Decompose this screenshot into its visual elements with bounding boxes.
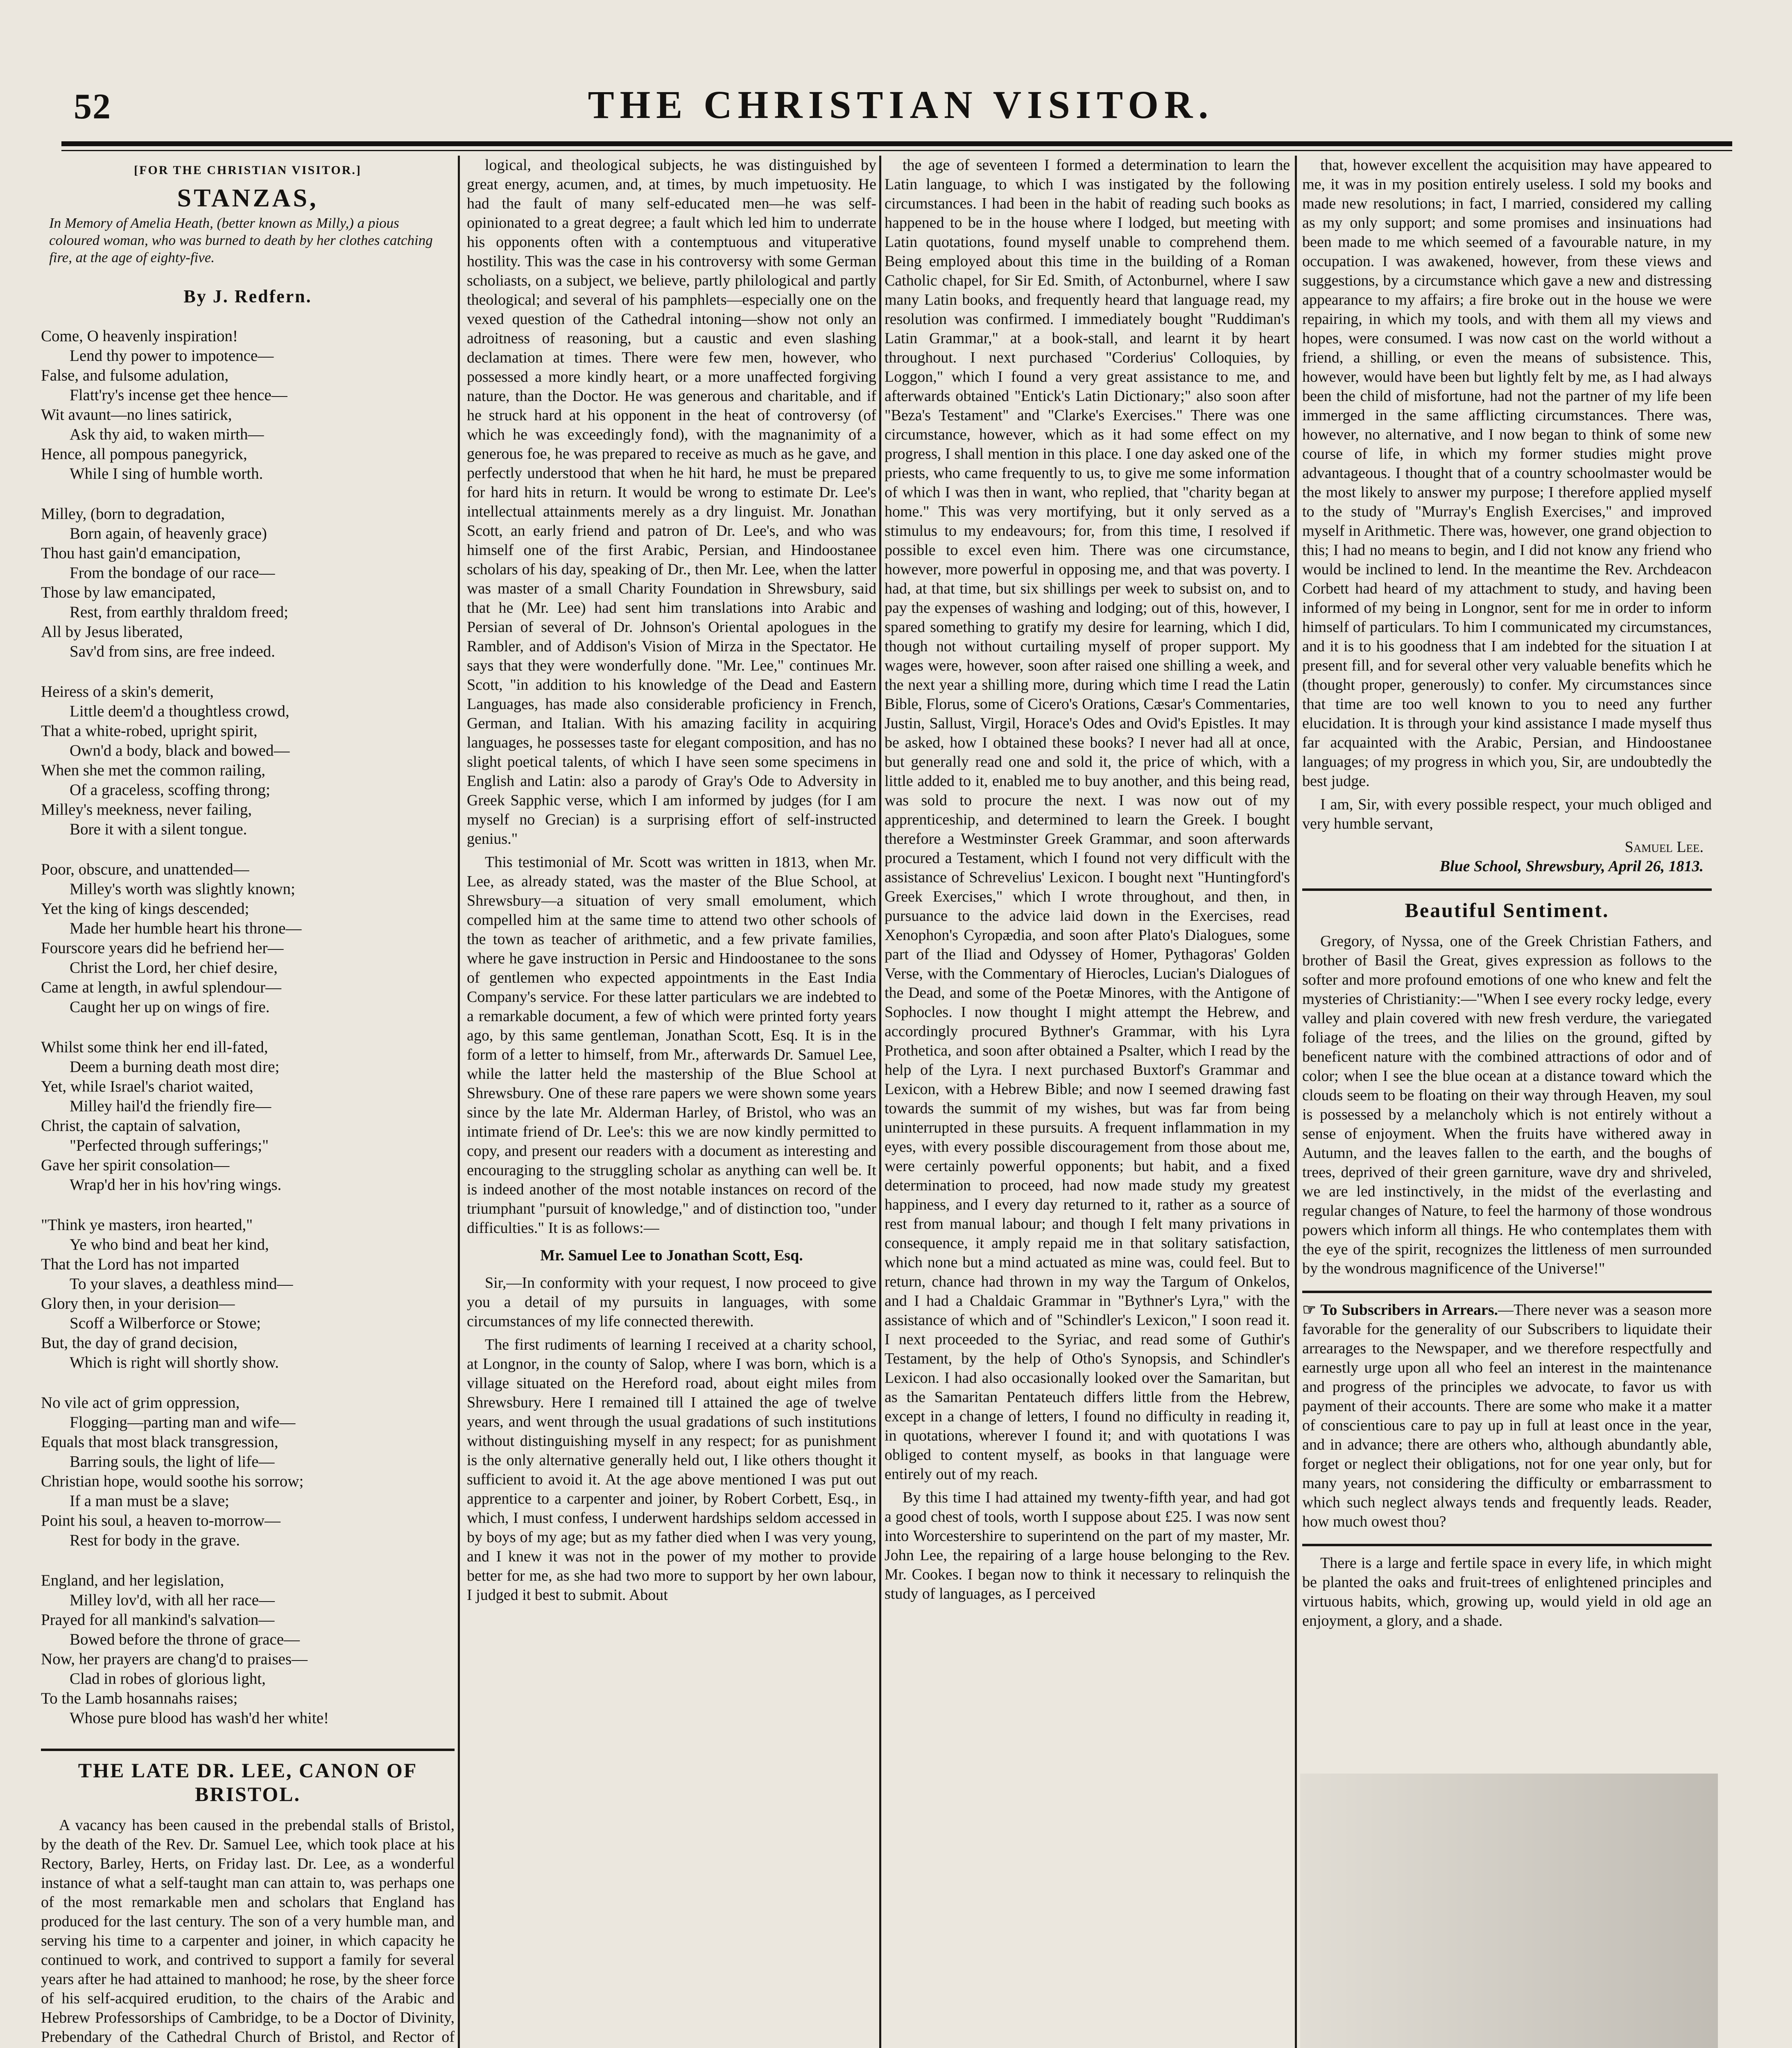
poem-line: Barring souls, the light of life—: [70, 1453, 275, 1470]
poem-line: Christ the Lord, her chief desire,: [70, 959, 278, 976]
poem-line: No vile act of grim oppression,: [41, 1394, 240, 1411]
letter-closing: I am, Sir, with every possible respect, your much obliged and very humble servant,: [1302, 796, 1712, 832]
poem-line: "Think ye masters, iron hearted,": [41, 1216, 253, 1234]
header-rule-thick: [61, 141, 1732, 146]
poem-line: Glory then, in your derision—: [41, 1295, 235, 1312]
poem-line: Little deem'd a thoughtless crowd,: [70, 702, 290, 720]
poem-stanza: [41, 1393, 455, 1550]
subscribers-notice: [1302, 1300, 1712, 1531]
poem-line: That the Lord has not imparted: [41, 1255, 240, 1273]
obituary-text: A vacancy has been caused in the prebendal stalls of Bristol, by the death of the Rev. Dr. Samuel Lee, which took place at his Rectory, Barley, Herts, on Friday last. Dr. Lee, as a wonderful instance of what a self-taught man can attain to, was perhaps one of the most remarkable men and scholars that England has produced for the last century. The son of a very humble man, and serving his time to a carpenter and joiner, in which capacity he continued to work, and contrived to support a family for several years after he had attained to manhood; he rose, by the sheer force of his self-acquired erudition, to the chairs of the Arabic and Hebrew Professorships of Cambridge, to be a Doctor of Divinity, Prebendary of the Cathedral Church of Bristol, and Rector of: [41, 1817, 455, 2046]
letter-paragraph: Sir,—In conformity with your request, I now proceed to give you a detail of my pursuits in languages, with some circumstances of my life connected therewith.: [467, 1274, 876, 1330]
section-divider: [1302, 1544, 1712, 1546]
letter-heading: Mr. Samuel Lee to Jonathan Scott, Esq.: [540, 1247, 803, 1264]
poem-line: Bore it with a silent tongue.: [70, 820, 247, 838]
poem-line: Milley's worth was slightly known;: [70, 880, 295, 898]
poem-line: While I sing of humble worth.: [70, 465, 263, 483]
poem-line: Yet the king of kings descended;: [41, 900, 249, 918]
poem-line: Milley, (born to degradation,: [41, 505, 225, 523]
poem-byline: By J. Redfern.: [183, 286, 312, 306]
poem-line: Poor, obscure, and unattended—: [41, 861, 249, 878]
poem-line: Ask thy aid, to waken mirth—: [70, 426, 264, 443]
column-4: [1302, 156, 1712, 2048]
obituary-title: THE LATE DR. LEE, CANON OF BRISTOL.: [78, 1759, 418, 1806]
column-2: [467, 156, 876, 2048]
poem-line: Scoff a Wilberforce or Stowe;: [70, 1314, 261, 1332]
sentiment-text: Gregory, of Nyssa, one of the Greek Christian Fathers, and brother of Basil the Great, gives expression as follows to the softer and more profound emotions of one who knew and felt the mysteries of Christianity:—"When I see every rocky ledge, every valley and plain covered with new fresh verdure, the variegated foliage of the trees, and the lilies on the ground, gifted by beneficent nature with the combined attractions of odor and of color; when I see the blue ocean at a distance toward which the clouds seem to be floating on their way through Heaven, my soul is possessed by a melancholy which is not entirely without a sense of enjoyment. When the fruits have withered away in Autumn, and the leaves fallen to the earth, and the boughs of trees, deprived of their green garniture, wave dry and shriveled, we are led instinctively, in the midst of the everlasting and regular changes of Nature, to feel the harmony of those wondrous powers which inform all things. He who contemplates them with the eye of the spirit, recognizes the littleness of men surrounded by the wondrous magnificence of the Universe!": [1302, 933, 1712, 1277]
poem-line: Flatt'ry's incense get thee hence—: [70, 386, 287, 404]
poem-line: Own'd a body, black and bowed—: [70, 742, 290, 759]
poem-line: Fourscore years did he befriend her—: [41, 939, 284, 957]
poem-line: Come, O heavenly inspiration!: [41, 327, 238, 345]
poem-line: When she met the common railing,: [41, 761, 266, 779]
column-3: [885, 156, 1290, 2048]
sentiment-title: Beautiful Sentiment.: [1405, 899, 1609, 922]
notice-lead: ☞ To Subscribers in Arrears.: [1302, 1301, 1498, 1319]
poem-line: Rest, from earthly thraldom freed;: [70, 603, 288, 621]
poem-line: Point his soul, a heaven to-morrow—: [41, 1512, 281, 1529]
article-paragraph: logical, and theological subjects, he was distinguished by great energy, acumen, and, at times, by much impetuosity. He had the fault of many self-educated men—he was self-opinionated to a great degree; a fault which led him to underrate his opponents often with a contemptuous and vituperative hostility. This was the case in his controversy with some German scholiasts, on a subject, we believe, partly philological and partly theological; and several of his pamphlets—especially one on the vexed question of the Cathedral intoning—show not only an adroitness of reasoning, but a caustic and even slashing declamation at times. There were few men, however, who possessed a more kindly heart, or a more unaffected forgiving nature, than the Doctor. He was generous and charitable, and if he struck hard at his opponent in the heat of controversy (of which he was exceedingly fond), with the magnanimity of a generous foe, he was prepared to receive as much as he gave, and perfectly understood that when he hit hard, he must be prepared for hard hits in return. It would be wrong to estimate Dr. Lee's intellectual attainments merely as a dry linguist. Mr. Jonathan Scott, an early friend and patron of Dr. Lee's, and who was himself one of the first Arabic, Persian, and Hindoostanee scholars of his day, speaking of Dr., then Mr. Lee, when the latter was master of a small Charity Foundation in Shrewsbury, said that he (Mr. Lee) had sent him translations into Arabic and Persian of several of Dr. Johnson's Oriental apologues in the Rambler, and of Addison's Vision of Mirza in the Spectator. He says that they were wonderfully done. "Mr. Lee," continues Mr. Scott, "in addition to his knowledge of the Dead and Eastern Languages, has made also considerable proficiency in French, German, and Italian. With his amazing facility in acquiring languages, he possesses taste for elegant composition, and has no slight poetical talents, of which I have seen some specimens in English and Latin: also a parody of Gray's Ode to Adversity in Greek Sapphic verse, which I am informed by judges (for I am myself no Grecian) is a surprising effort of self-instructed genius.": [467, 156, 876, 847]
poem-line: Rest for body in the grave.: [70, 1531, 240, 1549]
poem-dedication: In Memory of Amelia Heath, (better known as Milly,) a pious coloured woman, who was burned to death by her clothes catching fire, at the age of eighty-five.: [49, 215, 433, 265]
poem-line: Ye who bind and beat her kind,: [70, 1236, 269, 1253]
poem-line: If a man must be a slave;: [70, 1492, 229, 1510]
poem-line: Milley hail'd the friendly fire—: [70, 1097, 272, 1115]
section-tag: [FOR THE CHRISTIAN VISITOR.]: [134, 163, 362, 177]
page-number: 52: [74, 87, 111, 127]
poem-line: Lend thy power to impotence—: [70, 347, 274, 365]
section-divider: [1302, 888, 1712, 891]
poem-body: [41, 326, 455, 1728]
header-rule-thin: [61, 150, 1732, 151]
poem-line: England, and her legislation,: [41, 1572, 224, 1589]
column-divider: [879, 156, 881, 2048]
poem-stanza: [41, 1215, 455, 1373]
letter-paragraph: that, however excellent the acquisition may have appeared to me, it was in my position entirely useless. I sold my books and made new resolutions; in fact, I married, considered my calling as my only support; and some promises and insinuations had been made to me which seemed of a favourable nature, in my occupation. I was awakened, however, from these views and suggestions, by a circumstance which gave a new and distressing appearance to my affairs; a fire broke out in the house we were repairing, in which my tools, and with them all my views and hopes, were consumed. I was now cast on the world without a friend, a shilling, or even the means of subsistence. This, however, would have been but lightly felt by me, as I had always been the child of misfortune, had not the partner of my life been immerged in the same afflicting circumstances. There was, however, no alternative, and I now began to think of some new course of life, in which my former studies might prove advantageous. I thought that of a country schoolmaster would be the most likely to answer my purpose; I therefore applied myself to the study of "Murray's English Exercises," and improved myself in Arithmetic. There was, however, one grand objection to this; I had no means to begin, and I did not know any friend who would be inclined to lend. In the meantime the Rev. Archdeacon Corbett had heard of my attachment to study, and having been informed of my being in Longnor, sent for me in order to inform himself of particulars. To him I communicated my circumstances, and it is to his goodness that I am indebted for the situation I at present fill, and for several other very valuable benefits which he (thought proper, generously) to confer. My circumstances since that time are too well known to you to need any further elucidation. It is through your kind assistance I made myself thus far acquainted with the Arabic, Persian, and Hindoostanee languages; of my progress in which you, Sir, are undoubtedly the best judge.: [1302, 156, 1712, 790]
poem-line: Milley's meekness, never failing,: [41, 801, 252, 818]
column-divider: [458, 156, 460, 2048]
poem-line: All by Jesus liberated,: [41, 623, 183, 641]
poem-stanza: [41, 504, 455, 662]
poem-line: Wrap'd her in his hov'ring wings.: [70, 1176, 282, 1194]
poem-line: Hence, all pompous panegyrick,: [41, 445, 247, 463]
poem-line: Heiress of a skin's demerit,: [41, 683, 214, 700]
poem-line: Milley lov'd, with all her race—: [70, 1591, 275, 1609]
poem-line: But, the day of grand decision,: [41, 1334, 238, 1352]
poem-line: Thou hast gain'd emancipation,: [41, 544, 241, 562]
poem-line: Equals that most black transgression,: [41, 1433, 278, 1451]
masthead-title: THE CHRISTIAN VISITOR.: [588, 83, 1214, 127]
letter-paragraph: the age of seventeen I formed a determination to learn the Latin language, to which I was instigated by the following circumstances. I had been in the habit of reading such books as happened to be in the house where I lodged, but meeting with Latin quotations, found myself unable to comprehend them. Being employed about this time in the building of a Roman Catholic chapel, for Sir Ed. Smith, of Actonburnel, where I saw many Latin books, and frequently heard that language read, my resolution was confirmed. I immediately bought "Ruddiman's Latin Grammar," at a book-stall, and learnt it by heart throughout. I next purchased "Corderius' Colloquies, by Loggon," which I found a very great assistance to me, and afterwards obtained "Entick's Latin Dictionary;" also soon after "Beza's Testament" and "Clarke's Exercises." There was one circumstance, however, which as it had some effect on my progress, I shall mention in this place. I one day asked one of the priests, who came frequently to us, to give me some information of which I was then in want, who replied, that "charity began at home." This was very mortifying, but it only served as a stimulus to my endeavours; for, from this time, I resolved if possible to excel even him. There was one circumstance, however, more powerful in opposing me, and that was poverty. I had, at that time, but six shillings per week to subsist on, and to pay the expenses of washing and lodging; out of this, however, I spared something to gratify my desire for learning, which I did, though not without curtailing myself of proper support. My wages were, however, soon after raised one shilling a week, and the next year a shilling more, during which time I read the Latin Bible, Florus, some of Cicero's Orations, Cæsar's Commentaries, Justin, Sallust, Virgil, Horace's Odes and Ovid's Epistles. It may be asked, how I obtained these books? I never had all at once, but generally read one and sold it, the price of which, with a little added to it, enabled me to buy another, and this being read, was sold to procure the next. I was now out of my apprenticeship, and determined to learn the Greek. I bought therefore a Westminster Greek Grammar, and soon afterwards procured a Testament, which I found not very difficult with the assistance of Schrevelius' Lexicon. I bought next "Huntingford's Greek Exercises," which I wrote throughout, and then, in pursuance to the advice laid down in the Exercises, read Xenophon's Cyropædia, and soon after Plato's Dialogues, some part of the Iliad and Odyssey of Homer, Pythagoras' Golden Verse, with the Commentary of Hierocles, Lucian's Dialogues of the Dead, and some of the Poetæ Minores, with the Antigone of Sophocles. I now thought I might attempt the Hebrew, and accordingly procured Bythner's Grammar, with his Lyra Prothetica, and soon after obtained a Psalter, which I read by the help of the Lyra. I next purchased Buxtorf's Grammar and Lexicon, with a Hebrew Bible; and now I seemed drawing fast towards the summit of my wishes, but was far from being uninterrupted in these pursuits. A frequent inflammation in my eyes, with every possible discouragement from those about me, were certainly powerful opponents; but habit, and a fixed determination to proceed, had now made study my greatest happiness, and I every day returned to it, rather as a source of rest from manual labour; and though I felt many privations in consequence, it amply repaid me in that solitary satisfaction, which none but a mind actuated as mine was, could feel. But to return, chance had thrown in my way the Targum of Onkelos, and I had a Chaldaic Grammar in "Bythner's Lyra," with the assistance of which and of "Schindler's Lexicon," I soon read it. I next proceeded to the Syriac, and read some of Guthir's Testament, by the help of Otho's Synopsis, and Schindler's Lexicon. I had also occasionally looked over the Samaritan, but as the Samaritan Pentateuch differs little from the Hebrew, except in a change of letters, I found no difficulty in reading it, in quotations, wherever I found it; and with quotations I was obliged to content myself, as books in that language were entirely out of my reach.: [885, 156, 1290, 1483]
column-divider: [1295, 156, 1297, 2048]
poem-line: From the bondage of our race—: [70, 564, 275, 582]
section-divider: [1302, 1291, 1712, 1293]
poem-stanza: [41, 1038, 455, 1195]
poem-line: Clad in robes of glorious light,: [70, 1670, 266, 1688]
poem-line: Wit avaunt—no lines satirick,: [41, 406, 232, 424]
closing-text: There is a large and fertile space in every life, in which might be planted the oaks and fruit-trees of enlightened principles and virtuous habits, which, growing up, would yield in old age an enjoyment, a glory, and a shade.: [1302, 1554, 1712, 1629]
poem-line: Deem a burning death most dire;: [70, 1058, 280, 1076]
poem-stanza: [41, 860, 455, 1017]
poem-line: Whose pure blood has wash'd her white!: [70, 1709, 329, 1727]
letter-signature: Samuel Lee.: [1625, 838, 1704, 856]
section-divider: [41, 1749, 455, 1751]
poem-line: Flogging—parting man and wife—: [70, 1414, 296, 1431]
poem-title: STANZAS,: [177, 184, 319, 212]
poem-line: Those by law emancipated,: [41, 584, 216, 601]
column-1: [41, 156, 455, 2048]
letter-dateline: Blue School, Shrewsbury, April 26, 1813.: [1439, 858, 1704, 875]
poem-stanza: [41, 682, 455, 839]
poem-line: Born again, of heavenly grace): [70, 525, 267, 542]
letter-paragraph: The first rudiments of learning I received at a charity school, at Longnor, in the county of Salop, where I was born, which is a village situated on the Hereford road, about eight miles from Shrewsbury. Here I remained till I attained the age of twelve years, and went through the usual gradations of such institutions without distinguishing myself in any respect; for as punishment is the only alternative generally held out, I like others thought it sufficient to avoid it. At the age above mentioned I was put out apprentice to a carpenter and joiner, by Robert Corbett, Esq., in which, I must confess, I underwent hardships seldom accessed in by boys of my age; but as my father died when I was very young, and I knew it was not in the power of my mother to provide better for me, as she had two more to support by her own labour, I judged it best to submit. About: [467, 1336, 876, 1604]
poem-line: Of a graceless, scoffing throng;: [70, 781, 270, 799]
poem-line: To your slaves, a deathless mind—: [70, 1275, 293, 1293]
page-header: [61, 82, 1740, 135]
poem-line: Gave her spirit consolation—: [41, 1156, 230, 1174]
poem-line: Sav'd from sins, are free indeed.: [70, 643, 275, 660]
poem-line: Came at length, in awful splendour—: [41, 979, 282, 996]
poem-line: Made her humble heart his throne—: [70, 920, 302, 937]
notice-text: —There never was a season more favorable for the generality of our Subscribers to liquidate their arrearages to the Newspaper, and we therefore respectfully and earnestly urge upon all who feel an interest in the maintenance and progress of the principles we advocate, to favor us with payment of their accounts. There are some who make it a matter of conscientious care to pay up in full at least once in the year, and in advance; there are others who, although abundantly able, forget or neglect their obligations, not for one year only, but for many years, not considering the difficulty or embarrassment to which such neglect always tends and frequently leads. Reader, how much owest thou?: [1302, 1301, 1712, 1530]
poem-line: Christian hope, would soothe his sorrow;: [41, 1473, 304, 1490]
poem-line: Yet, while Israel's chariot waited,: [41, 1078, 253, 1095]
poem-line: Which is right will shortly show.: [70, 1354, 279, 1371]
poem-line: Whilst some think her end ill-fated,: [41, 1038, 268, 1056]
poem-line: Bowed before the throne of grace—: [70, 1631, 300, 1648]
poem-stanza: [41, 1571, 455, 1728]
poem-line: Christ, the captain of salvation,: [41, 1117, 241, 1135]
poem-line: To the Lamb hosannahs raises;: [41, 1690, 238, 1707]
letter-paragraph: By this time I had attained my twenty-fifth year, and had got a good chest of tools, worth I suppose about £25. I was now sent into Worcestershire to superintend on the part of my master, Mr. John Lee, the repairing of a large house belonging to the Rev. Mr. Cookes. I began now to think it necessary to relinquish the study of languages, as I perceived: [885, 1489, 1290, 1602]
poem-line: That a white-robed, upright spirit,: [41, 722, 258, 740]
poem-line: False, and fulsome adulation,: [41, 367, 229, 384]
poem-stanza: [41, 326, 455, 484]
poem-line: Caught her up on wings of fire.: [70, 998, 270, 1016]
poem-line: Now, her prayers are chang'd to praises—: [41, 1650, 308, 1668]
article-paragraph: This testimonial of Mr. Scott was written in 1813, when Mr. Lee, as already stated, was the master of the Blue School, at Shrewsbury—a situation of very small emolument, which compelled him at the same time to attend two other schools of the town as teacher of arithmetic, and a few private families, where he gave instruction in Persic and Hindoostanee to the sons of gentlemen who expected appointments in the East India Company's service. For these latter particulars we are indebted to a remarkable document, a few of which were printed forty years ago, by this same gentleman, Jonathan Scott, Esq. It is in the form of a letter to himself, from Mr., afterwards Dr. Samuel Lee, while the latter held the mastership of the Blue School at Shrewsbury. One of these rare papers we were shown some years since by the late Mr. Alderman Harley, of Bristol, who was an intimate friend of Dr. Lee's: this we are now kindly permitted to copy, and present our readers with a document as interesting and encouraging to the struggling scholar as anything can well be. It is indeed another of the most notable instances on record of the triumphant "pursuit of knowledge," and of distinction too, "under difficulties." It is as follows:—: [467, 854, 876, 1237]
poem-line: "Perfected through sufferings;": [70, 1137, 269, 1154]
poem-line: Prayed for all mankind's salvation—: [41, 1611, 275, 1629]
